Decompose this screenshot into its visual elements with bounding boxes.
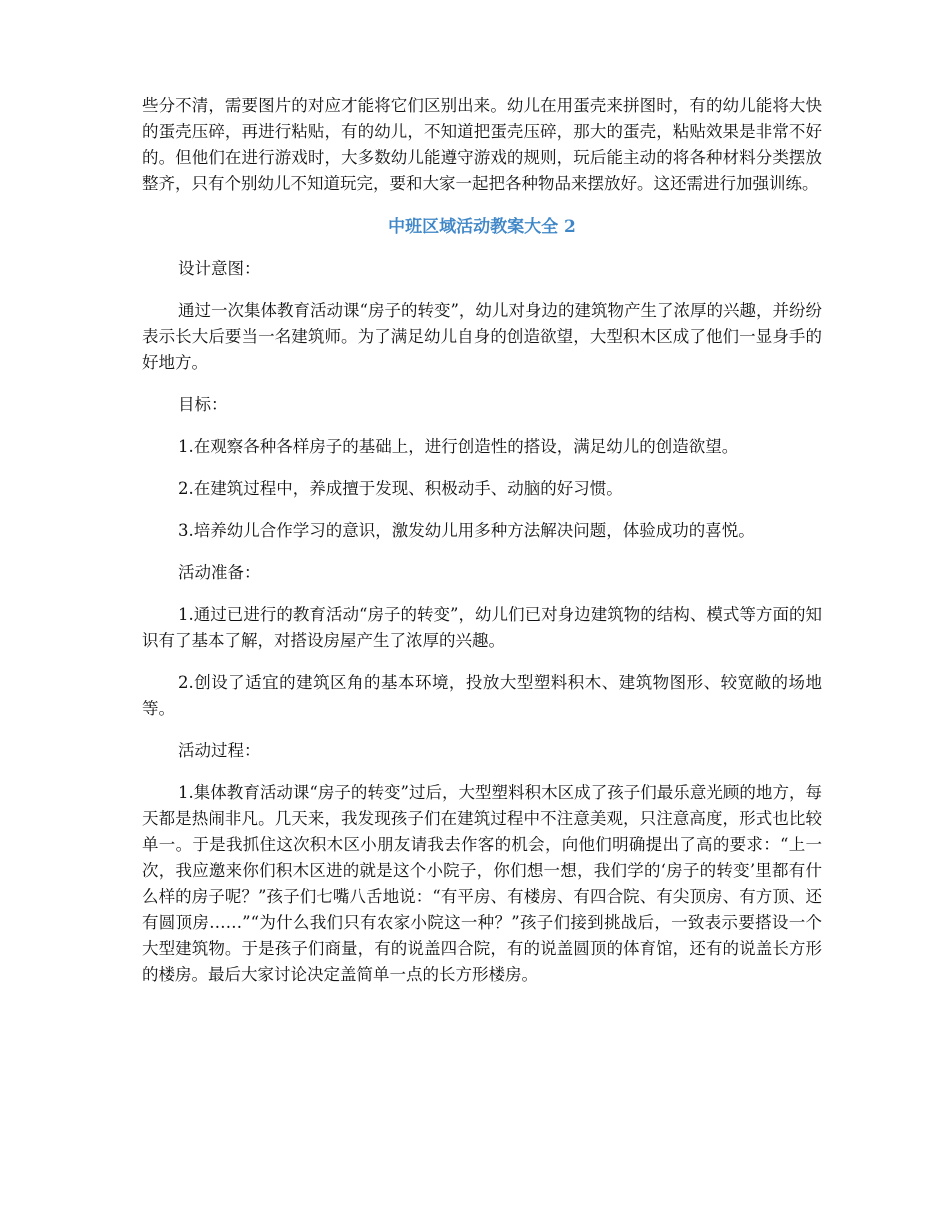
design-paragraph: 通过一次集体教育活动课“房子的转变”，幼儿对身边的建筑物产生了浓厚的兴趣，并纷纷表示长大后要当一名建筑师。为了满足幼儿自身的创造欲望，大型积木区成了他们一显身手的好地方。 bbox=[142, 301, 822, 372]
continuation-paragraph: 些分不清，需要图片的对应才能将它们区别出来。幼儿在用蛋壳来拼图时，有的幼儿能将大快的蛋壳压碎，再进行粘贴，有的幼儿，不知道把蛋壳压碎，那大的蛋壳，粘贴效果是非常不好的。但他们在进行游戏时，大多数幼儿能遵守游戏的规则，玩后能主动的将各种材料分类摆放整齐，只有个别幼儿不知道玩完，要和大家一起把各种物品来摆放好。这还需进行加强训练。 bbox=[142, 96, 822, 193]
design-heading: 设计意图： bbox=[178, 259, 261, 278]
goal-item: 1.在观察各种各样房子的基础上，进行创造性的搭设，满足幼儿的创造欲望。 bbox=[178, 437, 739, 456]
prep-item: 1.通过已进行的教育活动“房子的转变”，幼儿们已对身边建筑物的结构、模式等方面的知识有了基本了解，对搭设房屋产生了浓厚的兴趣。 bbox=[142, 605, 822, 650]
prep-heading: 活动准备： bbox=[178, 563, 261, 582]
document-body bbox=[142, 93, 822, 988]
goal-item: 3.培养幼儿合作学习的意识，激发幼儿用多种方法解决问题，体验成功的喜悦。 bbox=[178, 521, 755, 540]
prep-item: 2.创设了适宜的建筑区角的基本环境，投放大型塑料积木、建筑物图形、较宽敞的场地等。 bbox=[142, 673, 822, 718]
goal-item: 2.在建筑过程中，养成擅于发现、积极动手、动脑的好习惯。 bbox=[178, 479, 623, 498]
section-title: 中班区域活动教案大全 2 bbox=[388, 217, 576, 237]
process-heading: 活动过程： bbox=[178, 741, 261, 760]
goals-heading: 目标： bbox=[178, 395, 228, 414]
process-paragraph: 1.集体教育活动课“房子的转变”过后，大型塑料积木区成了孩子们最乐意光顾的地方，每天都是热闹非凡。几天来，我发现孩子们在建筑过程中不注意美观，只注意高度，形式也比较单一。于是我抓住这次积木区小朋友请我去作客的机会，向他们明确提出了高的要求：“上一次，我应邀来你们积木区进的就是这个小院子，你们想一想，我们学的‘房子的转变’里都有什么样的房子呢？”孩子们七嘴八舌地说：“有平房、有楼房、有四合院、有尖顶房、有方顶、还有圆顶房……”“为什么我们只有农家小院这一种？”孩子们接到挑战后，一致表示要搭设一个大型建筑物。于是孩子们商量，有的说盖四合院，有的说盖圆顶的体育馆，还有的说盖长方形的楼房。最后大家讨论决定盖简单一点的长方形楼房。 bbox=[142, 783, 822, 984]
